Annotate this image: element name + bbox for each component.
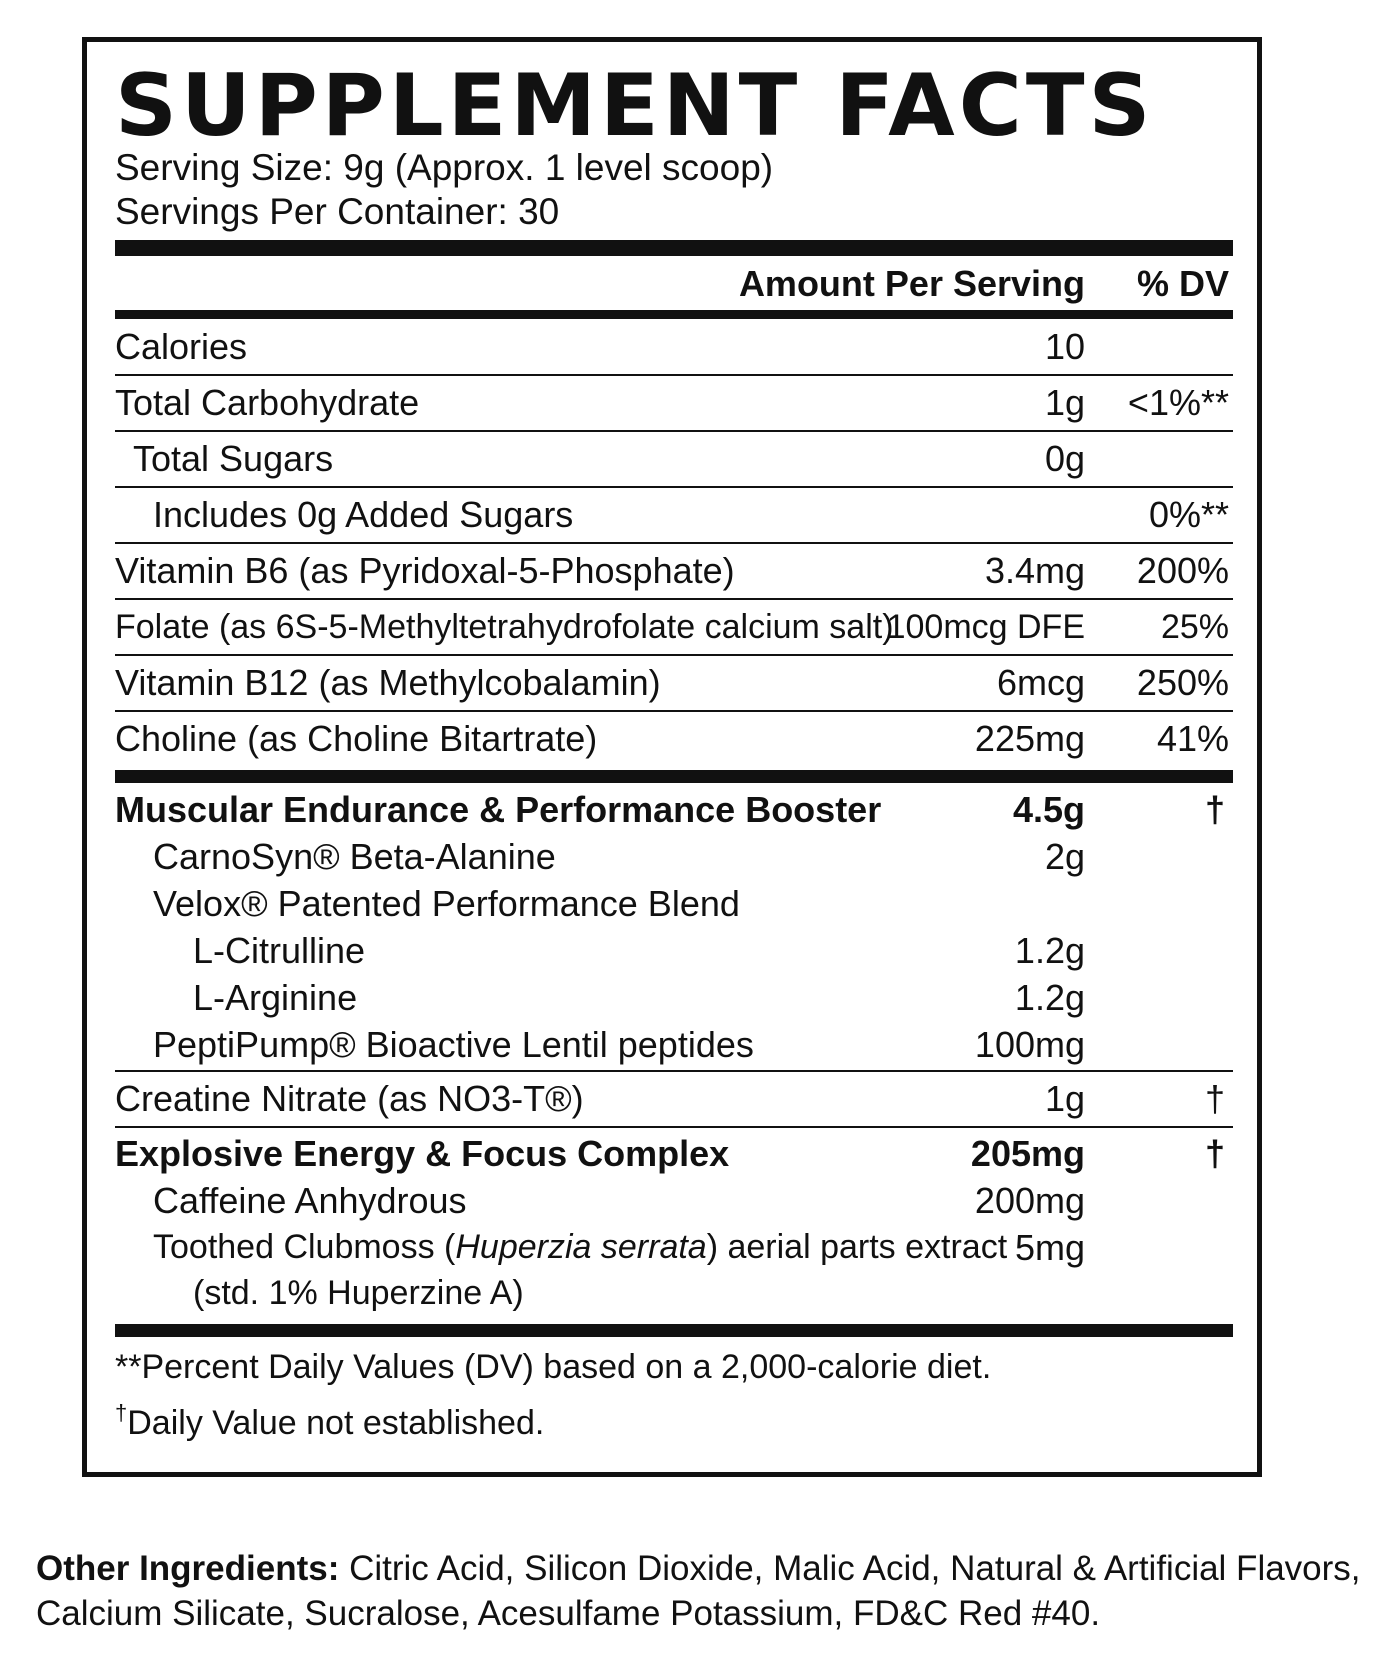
nutrient-row bbox=[115, 376, 1233, 430]
ingredient-amount: 200mg bbox=[974, 1180, 1085, 1221]
blend-item bbox=[115, 880, 1233, 927]
thick-divider bbox=[115, 1324, 1233, 1337]
nutrient-row bbox=[115, 432, 1233, 486]
nutrient-amount: 1g bbox=[1044, 382, 1085, 423]
nutrient-amount: 6mcg bbox=[996, 662, 1085, 703]
nutrient-amount: 1g bbox=[1044, 1078, 1085, 1119]
blend-header bbox=[115, 1130, 1233, 1177]
footnote-percent-dv: **Percent Daily Values (DV) based on a 2,000-calorie diet. bbox=[115, 1348, 992, 1386]
nutrient-dv: 25% bbox=[1160, 608, 1229, 646]
nutrient-amount: 0g bbox=[1044, 438, 1085, 479]
nutrient-name: Creatine Nitrate (as NO3-T®) bbox=[115, 1078, 584, 1119]
blend-amount: 205mg bbox=[970, 1133, 1085, 1174]
ingredient-name: Velox® Patented Performance Blend bbox=[153, 883, 740, 924]
ingredient-amount: 5mg bbox=[1014, 1227, 1085, 1268]
nutrient-name: Choline (as Choline Bitartrate) bbox=[115, 718, 598, 759]
other-ingredients-text: Citric Acid, Silicon Dioxide, Malic Acid, Natural & Artificial Flavors, Calcium Silicate, Sucralose, Acesulfame Potassium, FD&C Red #40. bbox=[36, 1549, 1361, 1633]
nutrient-name: Total Sugars bbox=[133, 438, 334, 479]
nutrient-dv: † bbox=[1204, 1078, 1225, 1119]
blend-item-std bbox=[115, 1270, 1233, 1317]
blend-item-clubmoss bbox=[115, 1224, 1233, 1271]
column-header bbox=[115, 258, 1233, 310]
ingredient-amount: 100mg bbox=[974, 1024, 1085, 1065]
clubmoss-prefix: Toothed Clubmoss ( bbox=[153, 1228, 456, 1266]
nutrient-row bbox=[115, 320, 1233, 374]
nutrient-row bbox=[115, 656, 1233, 710]
row-divider bbox=[115, 1126, 1233, 1128]
ingredient-amount: 2g bbox=[1044, 836, 1085, 877]
nutrient-dv: 0%** bbox=[1148, 494, 1229, 535]
blend-item bbox=[115, 927, 1233, 974]
ingredient-name: Caffeine Anhydrous bbox=[153, 1180, 467, 1221]
nutrient-row bbox=[115, 488, 1233, 542]
nutrient-name: Vitamin B12 (as Methylcobalamin) bbox=[115, 662, 661, 703]
thick-divider bbox=[115, 240, 1233, 256]
nutrient-name: Calories bbox=[115, 326, 248, 367]
blend-name: Explosive Energy & Focus Complex bbox=[115, 1133, 730, 1174]
nutrient-dv: 41% bbox=[1156, 718, 1229, 759]
blend-item bbox=[115, 833, 1233, 880]
amount-per-serving-header: Amount Per Serving bbox=[738, 263, 1085, 304]
header-divider bbox=[115, 310, 1233, 319]
serving-size: Serving Size: 9g (Approx. 1 level scoop) bbox=[115, 147, 774, 188]
nutrient-row bbox=[115, 600, 1233, 654]
nutrient-amount: 10 bbox=[1044, 326, 1085, 367]
ingredient-standardization: (std. 1% Huperzine A) bbox=[193, 1274, 524, 1312]
nutrient-name: Vitamin B6 (as Pyridoxal-5-Phosphate) bbox=[115, 550, 735, 591]
nutrient-dv: 200% bbox=[1136, 550, 1229, 591]
other-ingredients bbox=[36, 1546, 1376, 1636]
thick-divider bbox=[115, 770, 1233, 783]
dagger-text: Daily Value not established. bbox=[127, 1404, 545, 1442]
blend-item bbox=[115, 1021, 1233, 1068]
ingredient-amount: 1.2g bbox=[1014, 930, 1085, 971]
blend-dv: † bbox=[1204, 789, 1225, 830]
nutrient-name: Folate (as 6S-5-Methyltetrahydrofolate calcium salt) bbox=[115, 608, 894, 646]
nutrient-row bbox=[115, 712, 1233, 766]
clubmoss-latin: Huperzia serrata bbox=[455, 1228, 707, 1266]
panel-title: SUPPLEMENT FACTS bbox=[115, 56, 1155, 156]
nutrient-row bbox=[115, 544, 1233, 598]
clubmoss-suffix: ) aerial parts extract bbox=[706, 1228, 1008, 1266]
servings-per-container: Servings Per Container: 30 bbox=[115, 191, 560, 232]
ingredient-name bbox=[153, 1224, 1007, 1271]
nutrient-amount: 3.4mg bbox=[984, 550, 1085, 591]
nutrient-name: Total Carbohydrate bbox=[115, 382, 420, 423]
nutrient-dv: 250% bbox=[1136, 662, 1229, 703]
blend-name: Muscular Endurance & Performance Booster bbox=[115, 789, 882, 830]
blend-amount: 4.5g bbox=[1012, 789, 1085, 830]
blend-item bbox=[115, 974, 1233, 1021]
footnote-dagger bbox=[115, 1390, 544, 1446]
blend-header bbox=[115, 786, 1233, 833]
supplement-facts-panel bbox=[82, 37, 1262, 1477]
blend-dv: † bbox=[1204, 1133, 1225, 1174]
ingredient-name: PeptiPump® Bioactive Lentil peptides bbox=[153, 1024, 754, 1065]
dagger-mark: † bbox=[115, 1400, 128, 1425]
nutrient-row bbox=[115, 1072, 1233, 1126]
blend-item bbox=[115, 1177, 1233, 1224]
ingredient-name: L-Citrulline bbox=[193, 930, 366, 971]
other-ingredients-label: Other Ingredients: bbox=[36, 1549, 340, 1588]
ingredient-amount: 1.2g bbox=[1014, 977, 1085, 1018]
nutrient-amount: 100mcg DFE bbox=[886, 608, 1085, 646]
nutrient-dv: <1%** bbox=[1127, 382, 1229, 423]
ingredient-name: L-Arginine bbox=[193, 977, 358, 1018]
ingredient-name: CarnoSyn® Beta-Alanine bbox=[153, 836, 556, 877]
nutrient-amount: 225mg bbox=[974, 718, 1085, 759]
nutrient-name: Includes 0g Added Sugars bbox=[153, 494, 574, 535]
dv-header: % DV bbox=[1136, 263, 1229, 304]
